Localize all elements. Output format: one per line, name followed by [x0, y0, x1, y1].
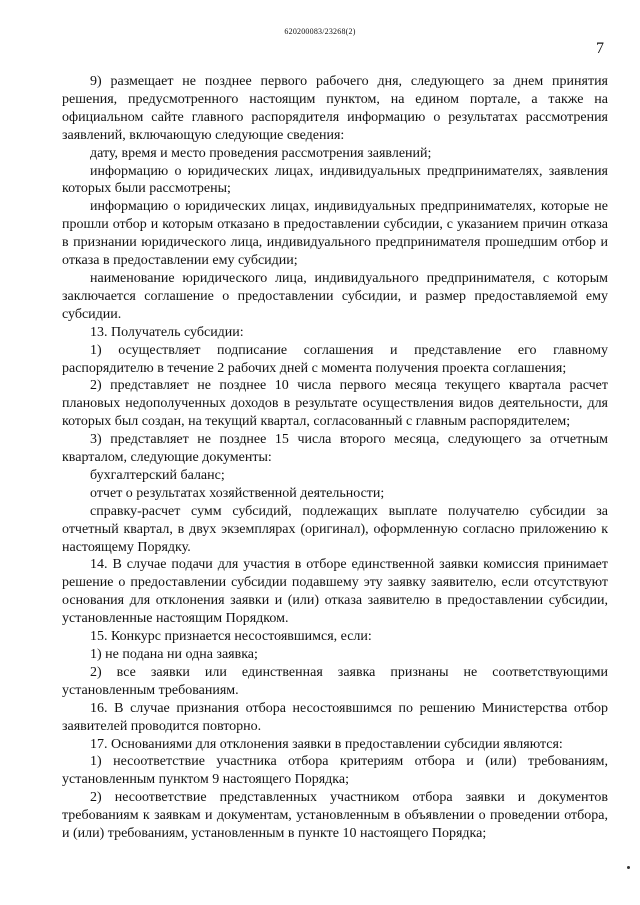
document-registration-code: 620200083/23268(2) [284, 27, 356, 36]
paragraph: информацию о юридических лицах, индивидуальных предпринимателях, заявления которых были рассмотрены; [62, 163, 608, 197]
paragraph: справку-расчет сумм субсидий, подлежащих выплате получателю субсидии за отчетный квартал, в двух экземплярах (оригинал), оформленную согласно приложению к настоящему Порядку. [62, 503, 608, 555]
paragraph: бухгалтерский баланс; [90, 467, 225, 483]
paragraph: 9) размещает не позднее первого рабочего дня, следующего за днем принятия решения, предусмотренного настоящим пунктом, на едином портале, а также на официальном сайте главного распорядителя информацию о результатах рассмотрения заявлений, включающую следующие сведения: [62, 74, 608, 143]
paragraph: 1) осуществляет подписание соглашения и представление его главному распорядителю в течение 2 рабочих дней с момента получения проекта соглашения; [62, 342, 608, 376]
paragraph: 2) несоответствие представленных участником отбора заявки и документов требованиям к заявкам и документам, установленным в объявлении о проведении отбора, и (или) требованиям, установленным в пункте 10 настоящего Порядка; [62, 790, 608, 842]
section-heading: 17. Основаниями для отклонения заявки в предоставлении субсидии являются: [90, 736, 563, 752]
section-heading: 15. Конкурс признается несостоявшимся, если: [90, 629, 372, 645]
paragraph: 1) несоответствие участника отбора критериям отбора и (или) требованиям, установленным пунктом 9 настоящего Порядка; [62, 754, 608, 788]
paragraph: наименование юридического лица, индивидуального предпринимателя, с которым заключается соглашение о предоставлении субсидии, и размер предоставляемой ему субсидии. [62, 270, 608, 322]
paragraph: 14. В случае подачи для участия в отборе единственной заявки комиссия принимает решение о предоставлении субсидии подавшему эту заявку заявителю, если отсутствуют основания для отклонения заявки и (или) отказа заявителю в предоставлении субсидии, установленные настоящим Порядком. [62, 557, 608, 627]
paragraph: информацию о юридических лицах, индивидуальных предпринимателях, которые не прошли отбор и которым отказано в предоставлении субсидии, с указанием причин отказа в признании юридического лица, индивидуального предпринимателя прошедшим отбор и отказа в предоставлении ему субсидии; [62, 199, 608, 269]
paragraph: 3) представляет не позднее 15 числа второго месяца, следующего за отчетным кварталом, следующие документы: [62, 432, 608, 466]
page-number: 7 [596, 40, 604, 57]
section-heading: 13. Получатель субсидии: [90, 324, 244, 340]
paragraph: дату, время и место проведения рассмотрения заявлений; [90, 145, 432, 161]
paragraph: отчет о результатах хозяйственной деятельности; [90, 485, 385, 501]
paragraph: 2) все заявки или единственная заявка признаны не соответствующими установленным требованиям. [62, 664, 608, 698]
document-body [62, 73, 608, 843]
paragraph: 16. В случае признания отбора несостоявшимся по решению Министерства отбор заявителей проводится повторно. [62, 700, 608, 734]
paragraph: 2) представляет не позднее 10 числа первого месяца текущего квартала расчет плановых недополученных доходов в результате осуществления видов деятельности, для которых был создан, на текущий квартал, согласованный с главным распорядителем; [62, 378, 608, 430]
scan-speck [627, 866, 630, 869]
paragraph: 1) не подана ни одна заявка; [90, 647, 258, 662]
